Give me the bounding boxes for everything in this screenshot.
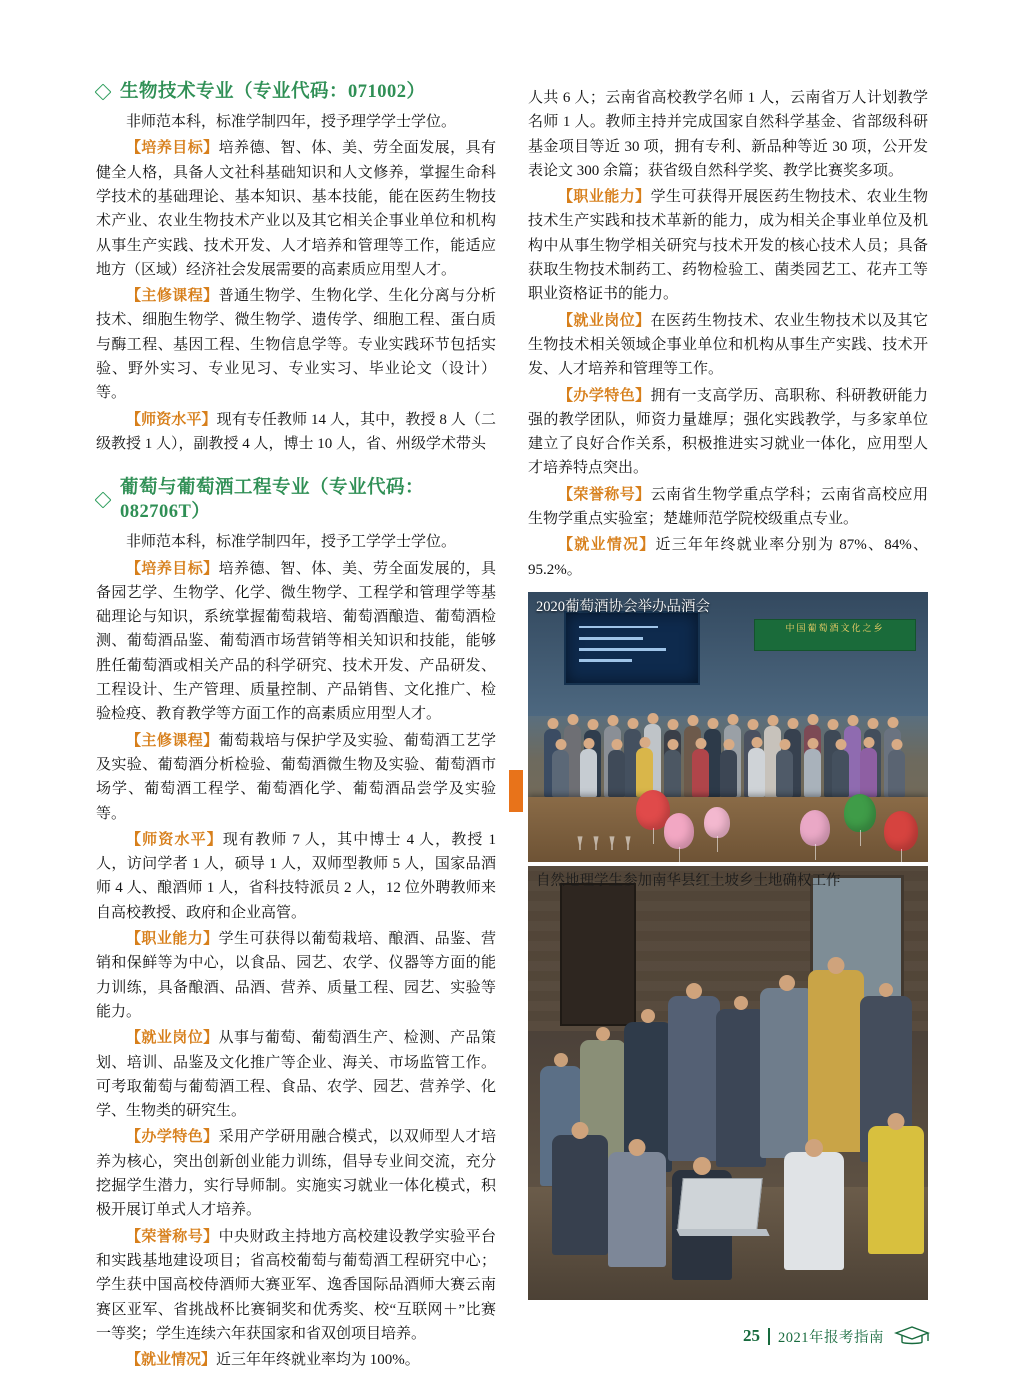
section-paragraph: [96, 1348, 496, 1372]
section-tag: 【就业岗位】: [126, 1030, 219, 1047]
left-column: [96, 80, 496, 1374]
section-paragraph: [96, 136, 496, 282]
footer-title: 2021年报考指南: [778, 1329, 884, 1346]
balloon-decoration: [884, 811, 918, 851]
footer-page-number: 25: [743, 1326, 760, 1345]
section-tag: 【办学特色】: [126, 1129, 219, 1146]
section-text: 现有教师 7 人，其中博士 4 人，教授 1 人，访问学者 1 人，硕导 1 人，双师型教师 5 人，国家品酒师 4 人、酿酒师 1 人，省科技特派员 2 人，12 位外聘教师来自高校教授、政府和企业高管。: [96, 831, 496, 921]
photo-caption: 自然地理学生参加南华县红土坡乡土地确权工作: [536, 873, 841, 889]
photo-caption: 2020葡萄酒协会举办品酒会: [536, 599, 710, 615]
section-tag: 【职业能力】: [126, 931, 219, 948]
section-text: 中央财政主持地方高校建设教学实验平台和实践基地建设项目；省高校葡萄与葡萄酒工程研究中心；学生获中国高校侍酒师大赛亚军、逸香国际品酒师大赛云南赛区亚军、省挑战杯比赛铜奖和优秀奖、校“互联网＋”比赛一等奖；学生连续六年获国家和省双创项目培养。: [96, 1228, 496, 1342]
person: [552, 1135, 608, 1255]
event-banner: 中国葡萄酒文化之乡: [754, 619, 916, 651]
doorway: [560, 883, 636, 1026]
balloon-decoration: [800, 810, 830, 846]
person: [760, 988, 814, 1158]
balloon-decoration: [704, 807, 730, 838]
section-tag: 【师资水平】: [126, 411, 217, 428]
section-text: 培养德、智、体、美、劳全面发展，具有健全人格，具备人文社科基础知识和人文修养，掌握生命科学技术的基础理论、基本知识、基本技能，能在医药生物技术产业、农业生物技术产业以及其它相关企事业单位和机构从事生产实践、技术开发、人才培养和管理等工作，能适应地方（区域）经济社会发展需要的高素质应用型人才。: [96, 140, 496, 278]
right-column: [528, 86, 928, 584]
section-text: 近三年年终就业率均为 100%。: [216, 1352, 420, 1369]
section-paragraph: [96, 828, 496, 925]
section-text: 培养德、智、体、美、劳全面发展的，具备园艺学、生物学、化学、微生物学、工程学和管理学等基础理论与知识，系统掌握葡萄栽培、葡萄酒酿造、葡萄酒检测、葡萄酒品鉴、葡萄酒市场营销等相关知识和技能，能够胜任葡萄酒或相关产品的科学研究、技术开发、产品研发、工程设计、生产管理、质量控制、产品销售、文化推广、检验检疫、教育教学等方面工作的高素质应用型人才。: [96, 560, 496, 723]
section-tag: 【主修课程】: [126, 288, 219, 305]
major-title: 葡萄与葡萄酒工程专业（专业代码：082706T）: [120, 478, 425, 523]
photo-scene: [528, 592, 928, 862]
page-footer: [743, 1323, 932, 1349]
diamond-bullet-icon: [96, 85, 110, 99]
laptop: [677, 1178, 762, 1230]
section-paragraph: [96, 1125, 496, 1222]
balloon-decoration: [844, 794, 876, 832]
section-text: 采用产学研用融合模式，以双师型人才培养为核心，突出创新创业能力训练，倡导专业间交流，充分挖掘学生潜力，实行导师制。实施实习就业一体化模式，积极开展订单式人才培养。: [96, 1129, 496, 1219]
person: [716, 1009, 766, 1167]
person: [784, 1152, 844, 1270]
group-of-people: [528, 673, 928, 797]
person: [668, 996, 720, 1161]
balloon-decoration: [664, 813, 694, 849]
section-tag: 【培养目标】: [126, 560, 219, 577]
section-paragraph: [528, 384, 928, 481]
section-text: 从事与葡萄、葡萄酒生产、检测、产品策划、培训、品鉴及文化推广等企业、海关、市场监管工作。可考取葡萄与葡萄酒工程、食品、农学、园艺、营养学、化学、生物类的研究生。: [96, 1030, 496, 1120]
section-tag: 【办学特色】: [558, 387, 651, 404]
person: [608, 1152, 666, 1267]
section-text: 云南省生物学重点学科；云南省高校应用生物学重点实验室；楚雄师范学院校级重点专业。: [528, 486, 928, 528]
section-tag: 【培养目标】: [126, 140, 219, 157]
section-paragraph: [528, 483, 928, 532]
footer-divider: [768, 1328, 770, 1345]
section-paragraph: [528, 533, 928, 582]
section-paragraph: [528, 309, 928, 382]
section-paragraph: [96, 729, 496, 826]
section-text: 普通生物学、生物化学、生化分离与分析技术、细胞生物学、微生物学、遗传学、细胞工程、蛋白质与酶工程、基因工程、生物信息学等。专业实践环节包括实验、野外实习、专业见习、专业实习、毕业论文（设计）等。: [96, 288, 496, 402]
diamond-bullet-icon: [96, 493, 110, 507]
section-text: 学生可获得以葡萄栽培、酿酒、品鉴、营销和保鲜等为中心，以食品、园艺、农学、仪器等方面的能力训练，具备酿酒、品酒、营养、质量工程、园艺、实验等能力。: [96, 931, 496, 1020]
section-text: 葡萄栽培与保护学及实验、葡萄酒工艺学及实验、葡萄酒分析检验、葡萄酒微生物及实验、葡萄酒市场学、葡萄酒工程学、葡萄酒化学、葡萄酒品尝学及实验等。: [96, 732, 496, 822]
section-paragraph: [96, 284, 496, 405]
major-heading-biotechnology: [96, 80, 496, 104]
person: [868, 1126, 924, 1254]
orange-accent-bar: [509, 770, 523, 812]
continued-paragraph: 人共 6 人；云南省高校教学名师 1 人，云南省万人计划教学名师 1 人。教师主持并完成国家自然科学基金、省部级科研基金项目等近 30 项，拥有专利、新品种等近 30 项，公开发表论文 300 余篇；获省级自然科学奖、教学比赛奖多项。: [528, 90, 928, 179]
major-intro: 非师范本科，标准学制四年，授予理学学士学位。: [126, 114, 457, 131]
section-text: 拥有一支高学历、高职称、科研教研能力强的教学团队，师资力量雄厚；强化实践教学，与多家单位建立了良好合作关系，积极推进实习就业一体化，应用型人才培养特点突出。: [528, 387, 928, 477]
section-paragraph: [528, 185, 928, 306]
section-text: 现有专任教师 14 人，其中，教授 8 人（二级教授 1 人），副教授 4 人，博士 10 人，省、州级学术带头: [96, 411, 496, 452]
section-paragraph: [96, 1225, 496, 1346]
section-text: 学生可获得开展医药生物技术、农业生物技术生产实践和技术革新的能力，成为相关企事业单位及机构中从事生物学相关研究与技术开发的核心技术人员；具备获取生物技术制药工、药物检验工、菌类园艺工、花卉工等职业资格证书的能力。: [528, 189, 928, 303]
section-tag: 【师资水平】: [126, 831, 223, 848]
person: [808, 970, 864, 1152]
section-paragraph: [96, 1026, 496, 1123]
section-paragraph: [96, 927, 496, 1024]
graduation-cap-icon: [892, 1323, 932, 1349]
section-tag: 【主修课程】: [126, 732, 219, 749]
major-intro: 非师范本科，标准学制四年，授予工学学士学位。: [126, 534, 457, 551]
photo-wine-tasting-event: [528, 592, 928, 862]
section-tag: 【荣誉称号】: [126, 1228, 219, 1245]
section-tag: 【就业情况】: [126, 1352, 217, 1369]
section-tag: 【职业能力】: [558, 189, 651, 206]
photo-field-work: [528, 866, 928, 1300]
section-text: 在医药生物技术、农业生物技术以及其它生物技术相关领域企事业单位和机构从事生产实践、技术开发、人才培养和管理等工作。: [528, 312, 928, 378]
section-tag: 【就业情况】: [558, 537, 656, 554]
major-title: 生物技术专业（专业代码：071002）: [120, 82, 426, 102]
section-paragraph: [96, 557, 496, 727]
section-paragraph: [96, 408, 496, 457]
section-tag: 【就业岗位】: [558, 312, 651, 329]
photo-scene: [528, 866, 928, 1300]
section-tag: 【荣誉称号】: [558, 486, 651, 503]
section-text: 近三年年终就业率分别为 87%、84%、95.2%。: [528, 537, 928, 578]
major-heading-viticulture: [96, 476, 496, 524]
